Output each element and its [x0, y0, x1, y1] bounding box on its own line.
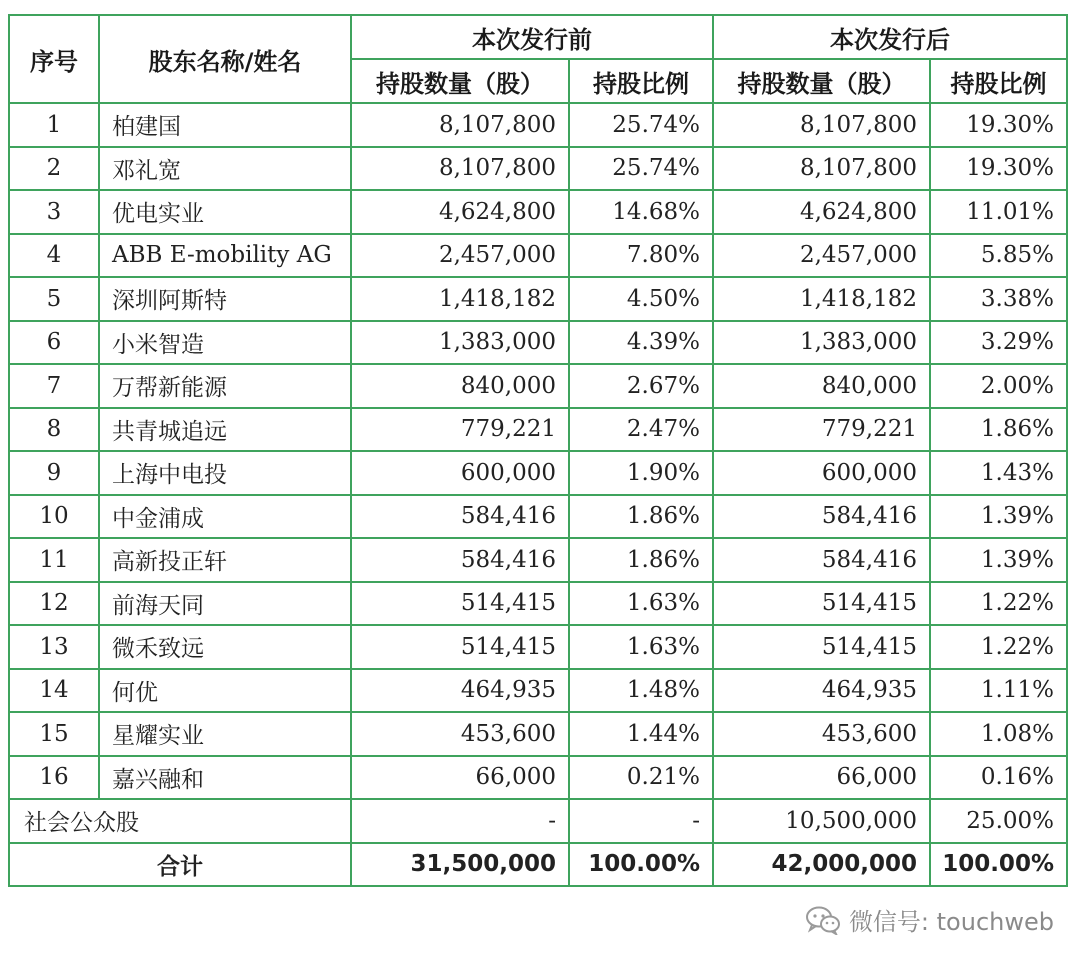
row-shareholder-name: 何优 [99, 669, 351, 713]
row-shares-before: 514,415 [351, 582, 569, 626]
row-index: 11 [9, 538, 99, 582]
table-row [9, 321, 1067, 365]
row-ratio-after: 0.16% [930, 756, 1067, 800]
row-shares-after: 8,107,800 [713, 103, 930, 147]
table-row [9, 364, 1067, 408]
row-shareholder-name: 嘉兴融和 [99, 756, 351, 800]
row-shares-before: 584,416 [351, 495, 569, 539]
row-shareholder-name: 邓礼宽 [99, 147, 351, 191]
row-shares-after: 600,000 [713, 451, 930, 495]
row-shares-before: 66,000 [351, 756, 569, 800]
header-shares-before: 持股数量（股） [351, 59, 569, 103]
row-ratio-after: 1.08% [930, 712, 1067, 756]
total-ratio-before: 100.00% [569, 843, 713, 887]
row-index: 13 [9, 625, 99, 669]
shareholding-table-container [8, 14, 1066, 887]
public-shares-before: - [351, 799, 569, 843]
table-row [9, 538, 1067, 582]
row-shares-before: 840,000 [351, 364, 569, 408]
row-shares-before: 4,624,800 [351, 190, 569, 234]
row-shares-after: 464,935 [713, 669, 930, 713]
row-index: 2 [9, 147, 99, 191]
wechat-watermark [805, 902, 1054, 937]
row-shares-before: 514,415 [351, 625, 569, 669]
row-shares-before: 779,221 [351, 408, 569, 452]
row-shares-before: 464,935 [351, 669, 569, 713]
public-ratio-after: 25.00% [930, 799, 1067, 843]
row-shares-before: 8,107,800 [351, 147, 569, 191]
table-row [9, 234, 1067, 278]
header-ratio-after: 持股比例 [930, 59, 1067, 103]
row-shareholder-name: 优电实业 [99, 190, 351, 234]
row-ratio-after: 1.39% [930, 538, 1067, 582]
row-shares-before: 1,383,000 [351, 321, 569, 365]
row-shares-after: 584,416 [713, 538, 930, 582]
row-shareholder-name: 小米智造 [99, 321, 351, 365]
row-index: 3 [9, 190, 99, 234]
row-shares-before: 453,600 [351, 712, 569, 756]
row-ratio-before: 4.50% [569, 277, 713, 321]
row-shareholder-name: ABB E-mobility AG [99, 234, 351, 278]
row-shareholder-name: 前海天同 [99, 582, 351, 626]
row-shares-after: 453,600 [713, 712, 930, 756]
row-shareholder-name: 星耀实业 [99, 712, 351, 756]
row-ratio-after: 19.30% [930, 103, 1067, 147]
row-shareholder-name: 柏建国 [99, 103, 351, 147]
row-index: 16 [9, 756, 99, 800]
row-ratio-after: 1.39% [930, 495, 1067, 539]
table-row [9, 103, 1067, 147]
row-ratio-after: 1.22% [930, 582, 1067, 626]
row-ratio-after: 3.29% [930, 321, 1067, 365]
row-shares-after: 66,000 [713, 756, 930, 800]
row-ratio-before: 25.74% [569, 147, 713, 191]
row-ratio-after: 5.85% [930, 234, 1067, 278]
row-shareholder-name: 微禾致远 [99, 625, 351, 669]
row-index: 10 [9, 495, 99, 539]
row-index: 8 [9, 408, 99, 452]
row-ratio-after: 1.43% [930, 451, 1067, 495]
row-shares-after: 4,624,800 [713, 190, 930, 234]
row-index: 7 [9, 364, 99, 408]
row-shareholder-name: 万帮新能源 [99, 364, 351, 408]
header-row-1 [9, 15, 1067, 59]
table-row [9, 669, 1067, 713]
row-shares-after: 8,107,800 [713, 147, 930, 191]
row-shares-before: 8,107,800 [351, 103, 569, 147]
header-group-before-issue: 本次发行前 [351, 15, 713, 59]
wechat-icon [805, 905, 841, 935]
row-shares-after: 514,415 [713, 625, 930, 669]
row-ratio-after: 1.22% [930, 625, 1067, 669]
row-ratio-after: 2.00% [930, 364, 1067, 408]
public-shares-row [9, 799, 1067, 843]
row-index: 9 [9, 451, 99, 495]
row-index: 6 [9, 321, 99, 365]
row-shares-before: 600,000 [351, 451, 569, 495]
row-shareholder-name: 中金浦成 [99, 495, 351, 539]
row-index: 14 [9, 669, 99, 713]
table-row [9, 277, 1067, 321]
total-label: 合计 [9, 843, 351, 887]
row-ratio-before: 1.86% [569, 495, 713, 539]
total-ratio-after: 100.00% [930, 843, 1067, 887]
table-row [9, 756, 1067, 800]
row-index: 4 [9, 234, 99, 278]
public-shares-after: 10,500,000 [713, 799, 930, 843]
row-ratio-before: 1.63% [569, 582, 713, 626]
row-ratio-before: 7.80% [569, 234, 713, 278]
row-ratio-after: 3.38% [930, 277, 1067, 321]
table-row [9, 147, 1067, 191]
row-shares-after: 584,416 [713, 495, 930, 539]
header-shareholder-name: 股东名称/姓名 [99, 15, 351, 103]
row-ratio-before: 1.44% [569, 712, 713, 756]
total-shares-before: 31,500,000 [351, 843, 569, 887]
table-row [9, 625, 1067, 669]
row-ratio-before: 2.47% [569, 408, 713, 452]
table-row [9, 451, 1067, 495]
row-shareholder-name: 高新投正轩 [99, 538, 351, 582]
row-ratio-after: 1.86% [930, 408, 1067, 452]
row-shares-after: 779,221 [713, 408, 930, 452]
row-index: 5 [9, 277, 99, 321]
row-ratio-before: 2.67% [569, 364, 713, 408]
row-ratio-before: 14.68% [569, 190, 713, 234]
row-shareholder-name: 上海中电投 [99, 451, 351, 495]
table-row [9, 190, 1067, 234]
row-shares-before: 584,416 [351, 538, 569, 582]
row-index: 15 [9, 712, 99, 756]
row-ratio-before: 1.63% [569, 625, 713, 669]
row-index: 12 [9, 582, 99, 626]
table-row [9, 408, 1067, 452]
table-row [9, 582, 1067, 626]
row-ratio-before: 25.74% [569, 103, 713, 147]
total-row [9, 843, 1067, 887]
header-ratio-before: 持股比例 [569, 59, 713, 103]
row-shares-after: 1,418,182 [713, 277, 930, 321]
shareholding-table [8, 14, 1068, 887]
row-shares-after: 2,457,000 [713, 234, 930, 278]
header-index: 序号 [9, 15, 99, 103]
header-shares-after: 持股数量（股） [713, 59, 930, 103]
row-ratio-before: 1.90% [569, 451, 713, 495]
row-shares-after: 840,000 [713, 364, 930, 408]
row-ratio-before: 4.39% [569, 321, 713, 365]
row-ratio-after: 11.01% [930, 190, 1067, 234]
table-row [9, 712, 1067, 756]
row-ratio-before: 1.48% [569, 669, 713, 713]
row-shareholder-name: 共青城追远 [99, 408, 351, 452]
total-shares-after: 42,000,000 [713, 843, 930, 887]
row-shares-after: 1,383,000 [713, 321, 930, 365]
row-ratio-before: 1.86% [569, 538, 713, 582]
row-shareholder-name: 深圳阿斯特 [99, 277, 351, 321]
table-row [9, 495, 1067, 539]
header-group-after-issue: 本次发行后 [713, 15, 1067, 59]
row-ratio-after: 1.11% [930, 669, 1067, 713]
row-shares-before: 2,457,000 [351, 234, 569, 278]
table-body [9, 103, 1067, 886]
row-ratio-after: 19.30% [930, 147, 1067, 191]
row-ratio-before: 0.21% [569, 756, 713, 800]
row-index: 1 [9, 103, 99, 147]
public-ratio-before: - [569, 799, 713, 843]
watermark-text: 微信号: touchweb [848, 908, 1054, 936]
public-shares-label: 社会公众股 [9, 799, 351, 843]
row-shares-before: 1,418,182 [351, 277, 569, 321]
row-shares-after: 514,415 [713, 582, 930, 626]
